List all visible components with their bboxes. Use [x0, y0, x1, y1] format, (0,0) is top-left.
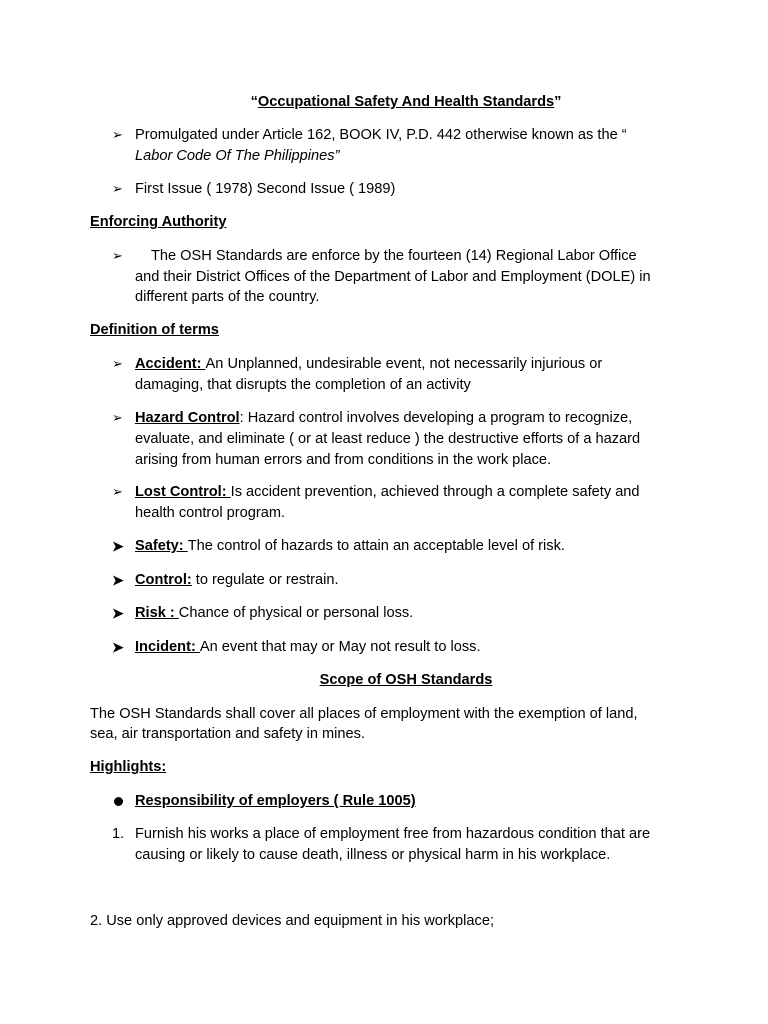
bold-arrow-bullet-icon: ➤	[112, 639, 124, 655]
def-lost-line2: health control program.	[135, 505, 286, 521]
def-accident-text: An Unplanned, undesirable event, not necessarily injurious or	[205, 356, 603, 372]
highlights-item1-number: 1.	[112, 826, 125, 842]
title-open-quote: “	[250, 94, 258, 110]
def-accident-term: Accident:	[135, 356, 206, 372]
arrow-bullet-icon: ➢	[112, 248, 123, 263]
enforcing-line2: and their District Offices of the Department of Labor and Employment (DOLE) in	[135, 269, 651, 285]
def-lost-term: Lost Control:	[135, 484, 231, 500]
bold-arrow-bullet-icon: ➤	[112, 605, 124, 621]
intro-item2: First Issue ( 1978) Second Issue ( 1989)	[135, 181, 396, 197]
enforcing-heading: Enforcing Authority	[90, 214, 227, 230]
def-hazard-line3: arising from human errors and from conditions in the work place.	[135, 452, 552, 468]
def-safety	[135, 536, 565, 557]
highlights-heading: Highlights:	[90, 759, 167, 775]
def-accident-line1	[135, 354, 602, 375]
arrow-bullet-icon: ➢	[112, 484, 123, 499]
scope-heading: Scope of OSH Standards	[319, 672, 493, 688]
def-hazard-line2: evaluate, and eliminate ( or at least reduce ) the destructive efforts of a hazard	[135, 431, 641, 447]
def-accident-line2: damaging, that disrupts the completion of an activity	[135, 377, 471, 393]
arrow-bullet-icon: ➢	[112, 127, 123, 142]
def-incident-term: Incident:	[135, 639, 200, 655]
highlights-item2: 2. Use only approved devices and equipment in his workplace;	[90, 913, 494, 929]
scope-line1: The OSH Standards shall cover all places of employment with the exemption of land,	[90, 706, 638, 722]
def-risk-text: Chance of physical or personal loss.	[178, 605, 414, 621]
enforcing-line1: The OSH Standards are enforce by the fourteen (14) Regional Labor Office	[135, 248, 637, 264]
def-incident	[135, 637, 481, 658]
intro-item1-line2: Labor Code Of The Philippines”	[135, 148, 340, 164]
bold-arrow-bullet-icon: ➤	[112, 572, 124, 588]
def-lost-text: Is accident prevention, achieved through a complete safety and	[230, 484, 640, 500]
highlights-item1-line1: Furnish his works a place of employment free from hazardous condition that are	[135, 826, 651, 842]
def-control	[135, 570, 339, 591]
intro-item1-line1: Promulgated under Article 162, BOOK IV, P.D. 442 otherwise known as the “	[135, 127, 627, 143]
definitions-heading: Definition of terms	[90, 322, 219, 338]
document-title	[90, 92, 722, 113]
def-hazard-text: : Hazard control involves developing a program to recognize,	[239, 410, 633, 426]
def-risk-term: Risk :	[135, 605, 179, 621]
enforcing-line3: different parts of the country.	[135, 289, 320, 305]
def-lost-line1	[135, 482, 640, 503]
def-risk	[135, 603, 413, 624]
def-safety-term: Safety:	[135, 538, 188, 554]
arrow-bullet-icon: ➢	[112, 410, 123, 425]
def-hazard-line1	[135, 408, 632, 429]
arrow-bullet-icon: ➢	[112, 181, 123, 196]
bold-arrow-bullet-icon: ➤	[112, 538, 124, 554]
def-safety-text: The control of hazards to attain an acceptable level of risk.	[187, 538, 565, 554]
highlights-bullet: Responsibility of employers ( Rule 1005)	[135, 793, 416, 809]
title-text: Occupational Safety And Health Standards	[257, 94, 555, 110]
title-close-quote: ”	[554, 94, 562, 110]
def-control-text: to regulate or restrain.	[191, 572, 339, 588]
arrow-bullet-icon: ➢	[112, 356, 123, 371]
def-incident-text: An event that may or May not result to loss.	[199, 639, 481, 655]
def-control-term: Control:	[135, 572, 192, 588]
highlights-item1-line2: causing or likely to cause death, illness or physical harm in his workplace.	[135, 847, 611, 863]
def-hazard-term: Hazard Control	[135, 410, 240, 426]
scope-line2: sea, air transportation and safety in mines.	[90, 726, 365, 742]
bullet-dot-icon	[114, 797, 123, 806]
